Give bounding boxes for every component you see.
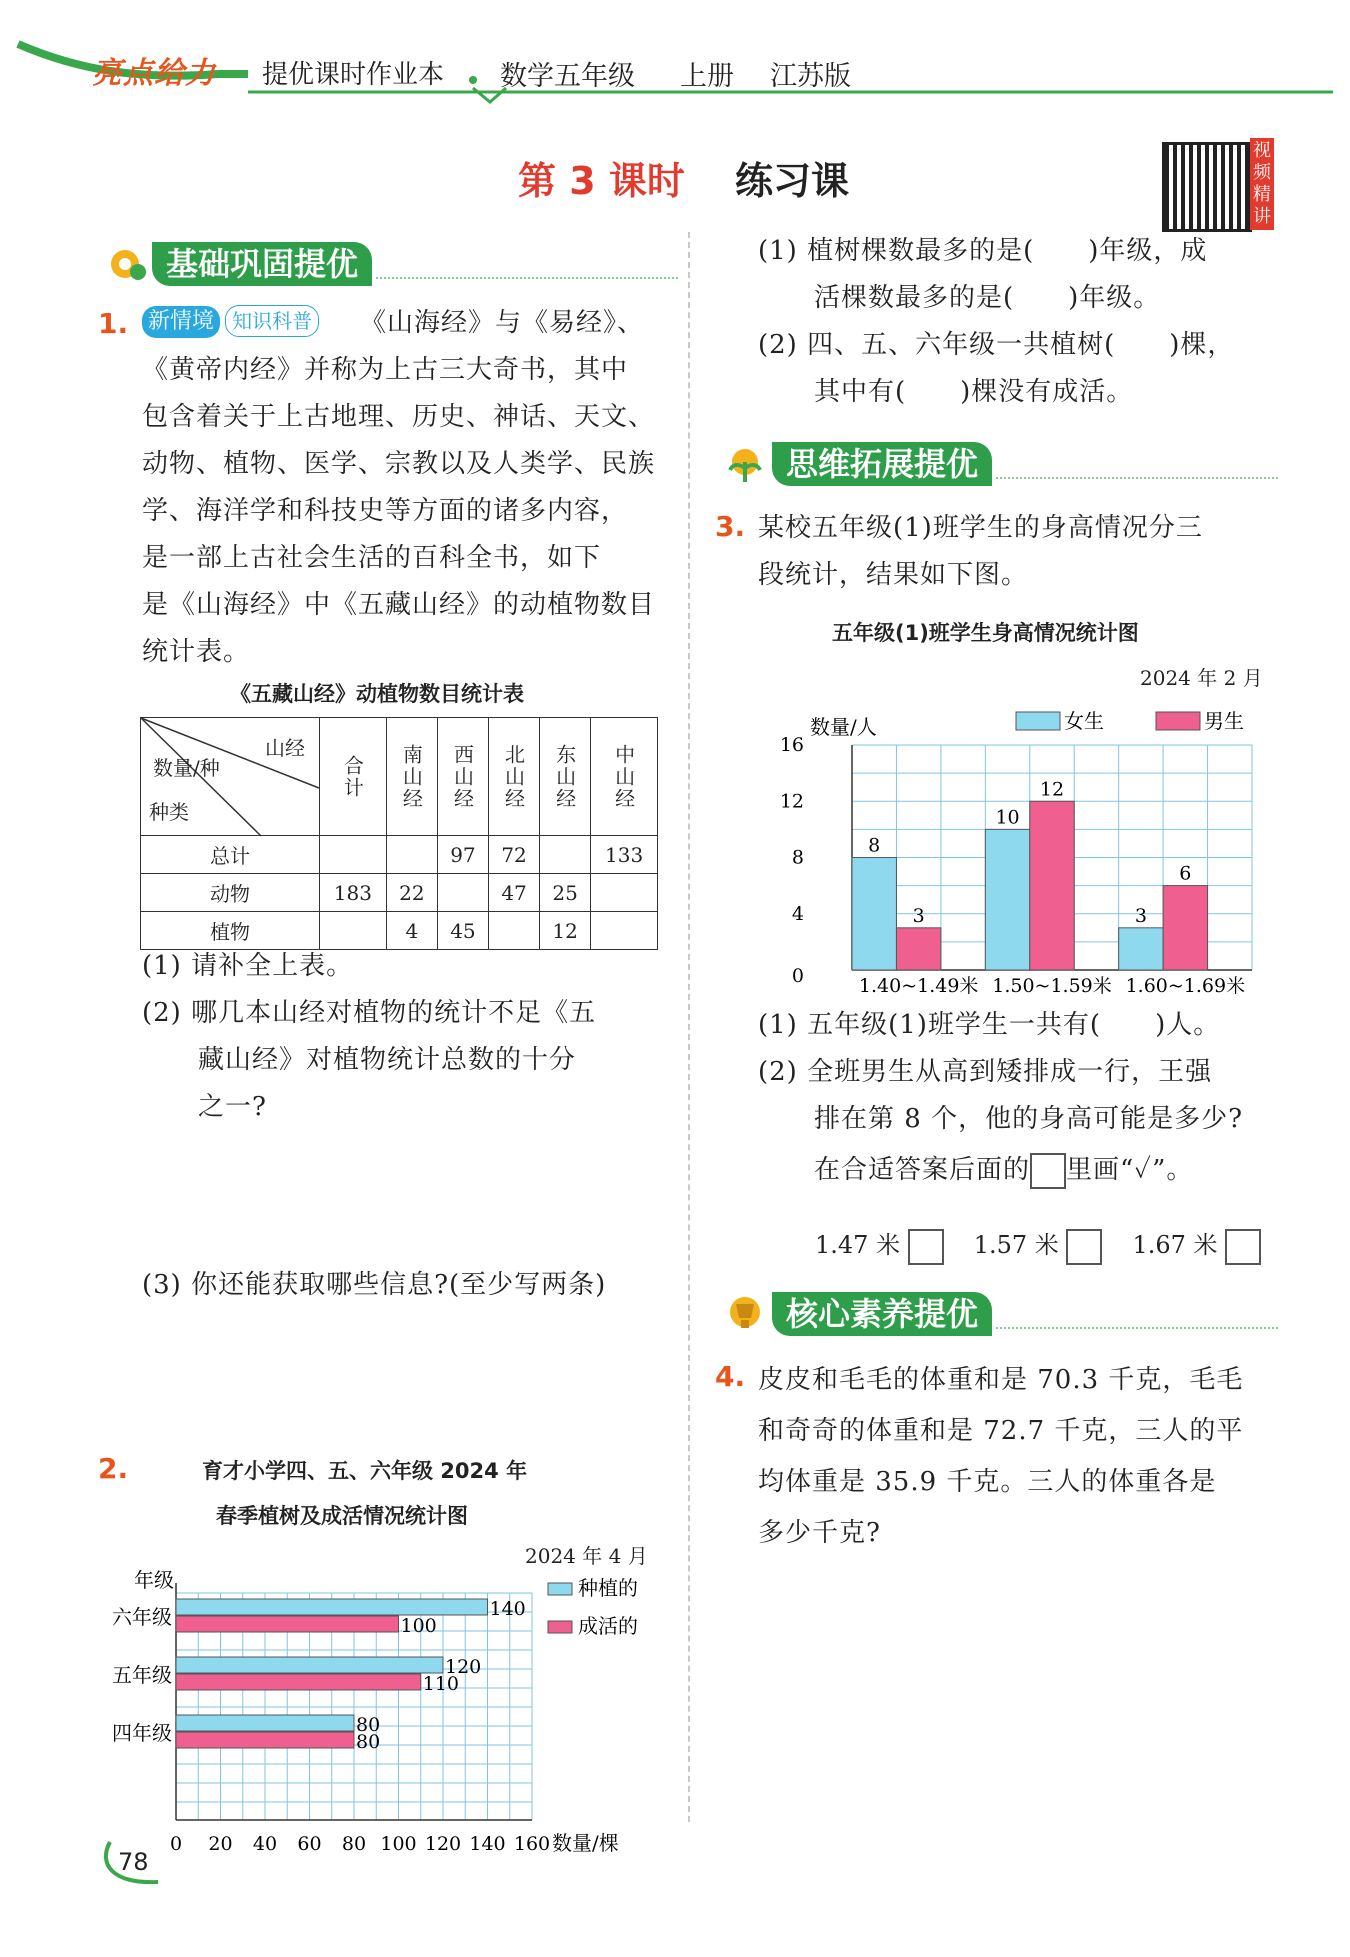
gear-icon — [98, 242, 152, 286]
question-4-text: 皮皮和毛毛的体重和是 70.3 千克，毛毛 和奇奇的体重和是 72.7 千克，三人的平 均体重是 35.9 千克。三人的体重各是 多少千克? — [758, 1365, 1244, 1548]
bar-label: 3 — [912, 904, 925, 927]
header-swoosh — [18, 30, 1338, 100]
table-row: 总计 97 72 133 — [141, 836, 658, 874]
chart3-title: 五年级(1)班学生身高情况统计图 — [832, 621, 1139, 645]
bar — [985, 829, 1029, 970]
table-row: 动物 183 22 47 25 — [141, 874, 658, 912]
planting-bar-chart — [112, 1568, 675, 1855]
col-header-north: 北山经 — [488, 718, 539, 836]
trophy-icon — [718, 1292, 772, 1336]
legend-swatch — [1156, 712, 1200, 730]
sprout-icon — [718, 442, 772, 486]
question-3-text: 某校五年级(1)班学生的身高情况分三 段统计，结果如下图。 — [758, 513, 1203, 590]
question-1-number: 1. — [98, 307, 129, 340]
question-1-sub3: (3) 你还能获取哪些信息?(至少写两条) — [142, 1270, 607, 1300]
bar-label: 100 — [400, 1615, 437, 1637]
category-label: 1.50~1.59米 — [992, 975, 1112, 997]
header-edition: 江苏版 — [770, 61, 851, 92]
legend-label: 女生 — [1064, 709, 1104, 733]
category-label: 五年级 — [112, 1663, 172, 1687]
col-header-south: 南山经 — [386, 718, 437, 836]
y-axis-label: 数量/人 — [810, 715, 877, 739]
bar-label: 80 — [356, 1731, 381, 1753]
lesson-number: 第 3 课时 — [518, 159, 685, 203]
bar-label: 10 — [995, 806, 1020, 829]
question-2-subparts: (1) 植树棵数最多的是( )年级，成 活棵数最多的是( )年级。 (2) 四、五、六年级一共植树( )棵， 其中有( )棵没有成活。 — [758, 236, 1235, 407]
legend-label: 成活的 — [578, 1614, 638, 1638]
chart2-date: 2024 年 4 月 — [525, 1544, 648, 1568]
y-tick-label: 0 — [791, 965, 804, 987]
option-3-checkbox[interactable] — [1225, 1229, 1261, 1265]
height-bar-chart — [770, 700, 1260, 995]
col-header-total: 合计 — [320, 718, 387, 836]
y-axis-label: 年级 — [134, 1568, 174, 1592]
bar — [176, 1732, 354, 1748]
x-tick-label: 100 — [380, 1833, 417, 1855]
question-2-number: 2. — [98, 1452, 129, 1485]
legend-label: 男生 — [1204, 709, 1244, 733]
header-volume: 上册 — [680, 61, 734, 92]
animal-plant-table — [140, 717, 658, 950]
x-tick-label: 120 — [424, 1833, 462, 1855]
bar — [896, 928, 940, 970]
category-label: 四年级 — [112, 1721, 172, 1745]
legend-label: 种植的 — [578, 1576, 638, 1600]
category-label: 1.40~1.49米 — [858, 975, 979, 997]
lesson-name: 练习课 — [735, 159, 850, 203]
y-tick-label: 16 — [779, 734, 804, 756]
bar-label: 80 — [356, 1714, 381, 1736]
bar-label: 120 — [445, 1656, 482, 1678]
section-banner-core: 核心素养提优 — [718, 1292, 1278, 1336]
new-context-tag: 新情境 — [142, 306, 220, 338]
qr-code-icon[interactable] — [1162, 142, 1252, 232]
bar — [1119, 928, 1163, 970]
x-tick-label: 160 — [513, 1833, 551, 1855]
question-4-number: 4. — [715, 1360, 746, 1393]
science-tag: 知识科普 — [225, 305, 319, 337]
bar — [1030, 801, 1074, 970]
x-tick-label: 80 — [341, 1833, 367, 1855]
qr-label: 视频精讲 — [1250, 138, 1274, 230]
x-tick-label: 40 — [252, 1833, 278, 1855]
header-subtitle: 提优课时作业本 — [262, 60, 445, 90]
bar-label: 8 — [868, 834, 881, 857]
x-tick-label: 20 — [208, 1833, 233, 1855]
header-subject: 数学五年级 — [500, 61, 635, 92]
bar — [176, 1657, 443, 1673]
bar — [176, 1616, 399, 1632]
option-2-checkbox[interactable] — [1066, 1229, 1102, 1265]
bar — [852, 858, 896, 971]
bar — [176, 1715, 354, 1731]
table-corner-cell: 山经 数量/种 种类 — [141, 718, 320, 836]
y-tick-label: 12 — [779, 790, 804, 813]
bar-label: 12 — [1039, 778, 1065, 801]
category-label: 六年级 — [112, 1605, 172, 1629]
section-banner-thinking: 思维拓展提优 — [718, 442, 1278, 486]
bar — [1163, 886, 1207, 970]
bar — [176, 1599, 488, 1615]
bar-label: 140 — [489, 1598, 526, 1620]
table-caption: 《五藏山经》动植物数目统计表 — [230, 682, 524, 706]
sample-checkbox — [1030, 1153, 1066, 1189]
x-tick-label: 140 — [469, 1833, 506, 1855]
brand-logo: 亮点给力 — [92, 56, 216, 91]
question-1-subparts: (1) 请补全上表。 (2) 哪几本山经对植物的统计不足《五 藏山经》对植物统计总数的十分 之一? — [142, 951, 597, 1122]
x-axis-label: 数量/棵 — [552, 1831, 619, 1855]
section-banner-basic: 基础巩固提优 — [98, 242, 678, 286]
y-tick-label: 8 — [791, 846, 804, 869]
question-3-subparts: (1) 五年级(1)班学生一共有( )人。 (2) 全班男生从高到矮排成一行，王强 排在第 8 个，他的身高可能是多少? 在合适答案后面的 里画“✓”。 — [758, 1002, 1278, 1194]
column-divider — [688, 232, 690, 1822]
question-3-number: 3. — [715, 510, 746, 543]
bar — [176, 1674, 421, 1690]
category-label: 1.60~1.69米 — [1125, 975, 1246, 997]
x-tick-label: 0 — [169, 1833, 183, 1855]
height-options: 1.47 米 1.57 米 1.67 米 — [815, 1225, 1261, 1265]
question-1-text: 《山海经》与《易经》、 《黄帝内经》并称为上古三大奇书，其中 包含着关于上古地理、历史、神话、天文、 动物、植物、医学、宗教以及人类学、民族 学、海洋学和科技史等方面的诸多内容， 是一部上古社会生活的百科全书，如下 是《山海经》中《五藏山经》的动植物数目 统计表。 — [142, 308, 656, 667]
col-header-east: 东山经 — [540, 718, 591, 836]
chart2-subtitle: 春季植树及成活情况统计图 — [216, 1504, 468, 1528]
legend-swatch — [1016, 712, 1060, 730]
col-header-west: 西山经 — [437, 718, 488, 836]
bar-label: 110 — [422, 1673, 460, 1695]
legend-swatch — [548, 1621, 572, 1633]
legend-swatch — [548, 1583, 572, 1595]
page-number: 78 — [118, 1848, 149, 1876]
bar-label: 3 — [1134, 904, 1147, 927]
col-header-central: 中山经 — [591, 718, 658, 836]
chart3-date: 2024 年 2 月 — [1140, 666, 1263, 690]
chart2-title: 育才小学四、五、六年级 2024 年 — [202, 1459, 528, 1483]
table-row: 植物 4 45 12 — [141, 912, 658, 950]
y-tick-label: 4 — [791, 902, 804, 925]
option-1-checkbox[interactable] — [908, 1229, 944, 1265]
x-tick-label: 60 — [297, 1833, 322, 1855]
bar-label: 6 — [1179, 862, 1192, 885]
